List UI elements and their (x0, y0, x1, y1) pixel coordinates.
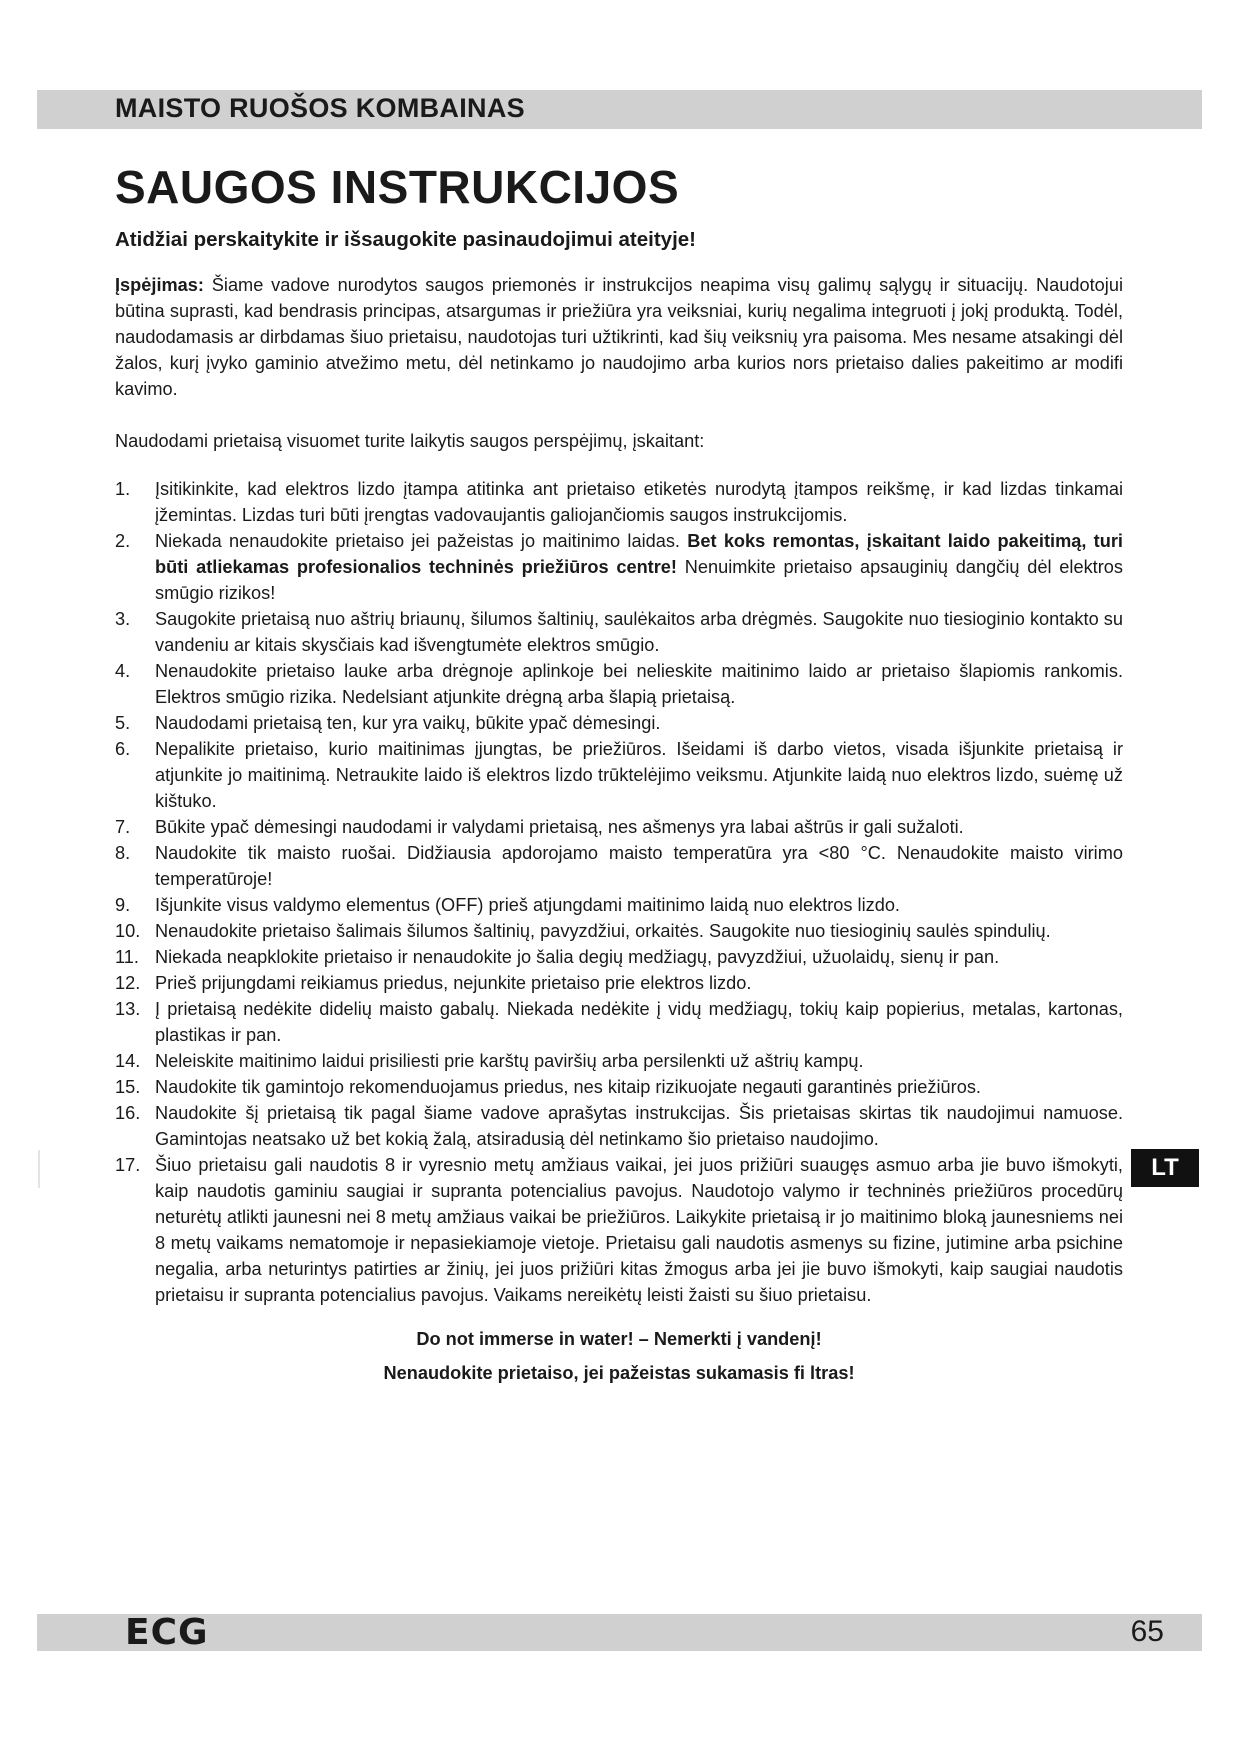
item-text: Naudokite tik maisto ruošai. Didžiausia apdorojamo maisto temperatūra yra <80 °C. Nenaudokite maisto virimo temperatūroje! (155, 843, 1123, 889)
header-bar (37, 90, 1202, 129)
item-text: Neleiskite maitinimo laidui prisiliesti prie karštų paviršių arba persilenkti už aštrių kampų. (155, 1051, 864, 1071)
item-number: 15. (115, 1077, 141, 1097)
item-text: Niekada neapklokite prietaiso ir nenaudokite jo šalia degių medžiagų, pavyzdžiui, užuolaidų, sienų ir pan. (155, 947, 1000, 967)
list-item (115, 710, 1123, 736)
notice-filter: Nenaudokite prietaiso, jei pažeistas sukamasis fi ltras! (383, 1363, 855, 1383)
item-text: Prieš prijungdami reikiamus priedus, nejunkite prietaiso prie elektros lizdo. (155, 973, 752, 993)
item-text: Nenaudokite prietaiso lauke arba drėgnoje aplinkoje bei nelieskite maitinimo laido ar prietaiso šlapiomis rankomis. Elektros smūgio rizika. Nedelsiant atjunkite drėgną arba šlapią prietaisą. (155, 661, 1123, 707)
item-text: Nenaudokite prietaiso šalimais šilumos šaltinių, pavyzdžiui, orkaitės. Saugokite nuo tiesioginių saulės spindulių. (155, 921, 1051, 941)
safety-list (115, 476, 1123, 1308)
item-number: 10. (115, 921, 141, 941)
item-text: Šiuo prietaisu gali naudotis 8 ir vyresnio metų amžiaus vaikai, jei juos prižiūri suaugęs asmuo arba jie buvo išmokyti, kaip naudotis gaminiu saugiai ir supranta potencialius pavojus. Naudotojo valymo ir techninės priežiūros procedūrų neturėtų atlikti jaunesni nei 8 metų amžiaus vaikai be priežiūros. Laikykite prietaisą ir jo maitinimo bloką jaunesniems nei 8 metų vaikams nematomoje ir nepasiekiamoje vietoje. Prietaisu gali naudotis asmenys su fizine, jutimine arba psichine negalia, arba neturintys patirties ar žinių, jei juos prižiūri kitas žmogus arba jei jie buvo išmokyti, kaip saugiai naudotis prietaisu ir supranta potencialius pavojus. Vaikams nereikėtų leisti žaisti su šiuo prietaisu. (155, 1155, 1123, 1305)
language-tab: LT (1131, 1149, 1199, 1187)
page-number: 65 (1130, 1615, 1164, 1648)
item-text: Saugokite prietaisą nuo aštrių briaunų, šilumos šaltinių, saulėkaitos arba drėgmės. Saugokite nuo tiesioginio kontakto su vandeniu ar kitais skysčiais kad išvengtumėte elektros smūgio. (155, 609, 1123, 655)
item-text: Įsitikinkite, kad elektros lizdo įtampa atitinka ant prietaiso etiketės nurodytą įtampos reikšmę, ir kad lizdas tinkamai įžemintas. Lizdas turi būti įrengtas vadovaujantis galiojančiomis saugos instrukcijomis. (155, 479, 1123, 525)
warning-label: Įspėjimas: (115, 275, 204, 295)
ecg-logo: ECG (125, 1612, 209, 1653)
item-text: Naudokite tik gamintojo rekomenduojamus priedus, nes kitaip rizikuojate negauti garantinės priežiūros. (155, 1077, 981, 1097)
item-number: 13. (115, 999, 141, 1019)
item-number: 16. (115, 1103, 141, 1123)
notice-water: Do not immerse in water! – Nemerkti į vandenį! (416, 1329, 822, 1349)
item-number: 3. (115, 609, 131, 629)
item-text: Nepalikite prietaiso, kurio maitinimas įjungtas, be priežiūros. Išeidami iš darbo vietos, visada išjunkite prietaisą ir atjunkite jo maitinimą. Netraukite laido iš elektros lizdo trūktelėjimo veiksmu. Atjunkite laidą nuo elektros lizdo, suėmę už kištuko. (155, 739, 1123, 811)
list-item (115, 996, 1123, 1048)
list-item (115, 840, 1123, 892)
item-number: 6. (115, 739, 131, 759)
list-item (115, 1048, 1123, 1074)
header-title: MAISTO RUOŠOS KOMBAINAS (115, 93, 525, 123)
item-number: 8. (115, 843, 131, 863)
warning-text: Šiame vadove nurodytos saugos priemonės ir instrukcijos neapima visų galimų sąlygų ir situacijų. Naudotojui būtina suprasti, kad bendrasis principas, atsargumas ir priežiūra yra veiksniai, kurių negalima integruoti į jokį produktą. Todėl, naudodamasis ar dirbdamas šiuo prietaisu, naudotojas turi užtikrinti, kad šių veiksnių yra paisoma. Mes nesame atsakingi dėl žalos, kurį įvyko gaminio atvežimo metu, dėl netinkamo jo naudojimo arba kurios nors prietaiso dalies pakeitimo ar modifi kavimo. (115, 275, 1123, 399)
item-number: 1. (115, 479, 131, 499)
item-text: Naudokite šį prietaisą tik pagal šiame vadove aprašytas instrukcijas. Šis prietaisas skirtas tik naudojimui namuose. Gamintojas neatsako už bet kokią žalą, atsiradusią dėl netinkamo šio prietaiso naudojimo. (155, 1103, 1123, 1149)
margin-mark (38, 1150, 40, 1188)
list-item (115, 736, 1123, 814)
item-text: Išjunkite visus valdymo elementus (OFF) prieš atjungdami maitinimo laidą nuo elektros lizdo. (155, 895, 900, 915)
list-item (115, 918, 1123, 944)
list-item (115, 892, 1123, 918)
item-number: 4. (115, 661, 131, 681)
list-item (115, 944, 1123, 970)
list-item (115, 814, 1123, 840)
list-item (115, 606, 1123, 658)
list-item (115, 658, 1123, 710)
page-title: SAUGOS INSTRUKCIJOS (115, 161, 680, 213)
item-text: Į prietaisą nedėkite didelių maisto gabalų. Niekada nedėkite į vidų medžiagų, tokių kaip popierius, metalas, kartonas, plastikas ir pan. (155, 999, 1123, 1045)
subtitle: Atidžiai perskaitykite ir išsaugokite pasinaudojimui ateityje! (115, 228, 697, 251)
item-number: 7. (115, 817, 131, 837)
list-item (115, 1074, 1123, 1100)
item-number: 9. (115, 895, 131, 915)
list-item (115, 970, 1123, 996)
item-number: 2. (115, 531, 131, 551)
item-bold-text: Bet koks remontas, įskaitant laido pakeitimą, turi būti atliekamas profesionalios techninės priežiūros centre! (155, 531, 1123, 577)
item-text: Būkite ypač dėmesingi naudodami ir valydami prietaisą, nes ašmenys yra labai aštrūs ir gali sužaloti. (155, 817, 964, 837)
item-text: Naudodami prietaisą ten, kur yra vaikų, būkite ypač dėmesingi. (155, 713, 661, 733)
item-number: 12. (115, 973, 141, 993)
list-item (115, 528, 1123, 606)
item-text-after: Nenuimkite prietaiso apsauginių dangčių dėl elektros smūgio rizikos! (155, 557, 1123, 603)
footer-bar (37, 1614, 1202, 1651)
list-item (115, 1100, 1123, 1152)
item-text: Niekada nenaudokite prietaiso jei pažeistas jo maitinimo laidas. (155, 531, 688, 551)
item-number: 11. (115, 947, 139, 967)
warning-paragraph (115, 272, 1123, 402)
intro-text: Naudodami prietaisą visuomet turite laikytis saugos perspėjimų, įskaitant: (115, 431, 705, 451)
list-item (115, 1152, 1123, 1308)
item-number: 14. (115, 1051, 141, 1071)
list-item (115, 476, 1123, 528)
item-number: 5. (115, 713, 131, 733)
item-number: 17. (115, 1155, 141, 1175)
content (115, 272, 1123, 1390)
